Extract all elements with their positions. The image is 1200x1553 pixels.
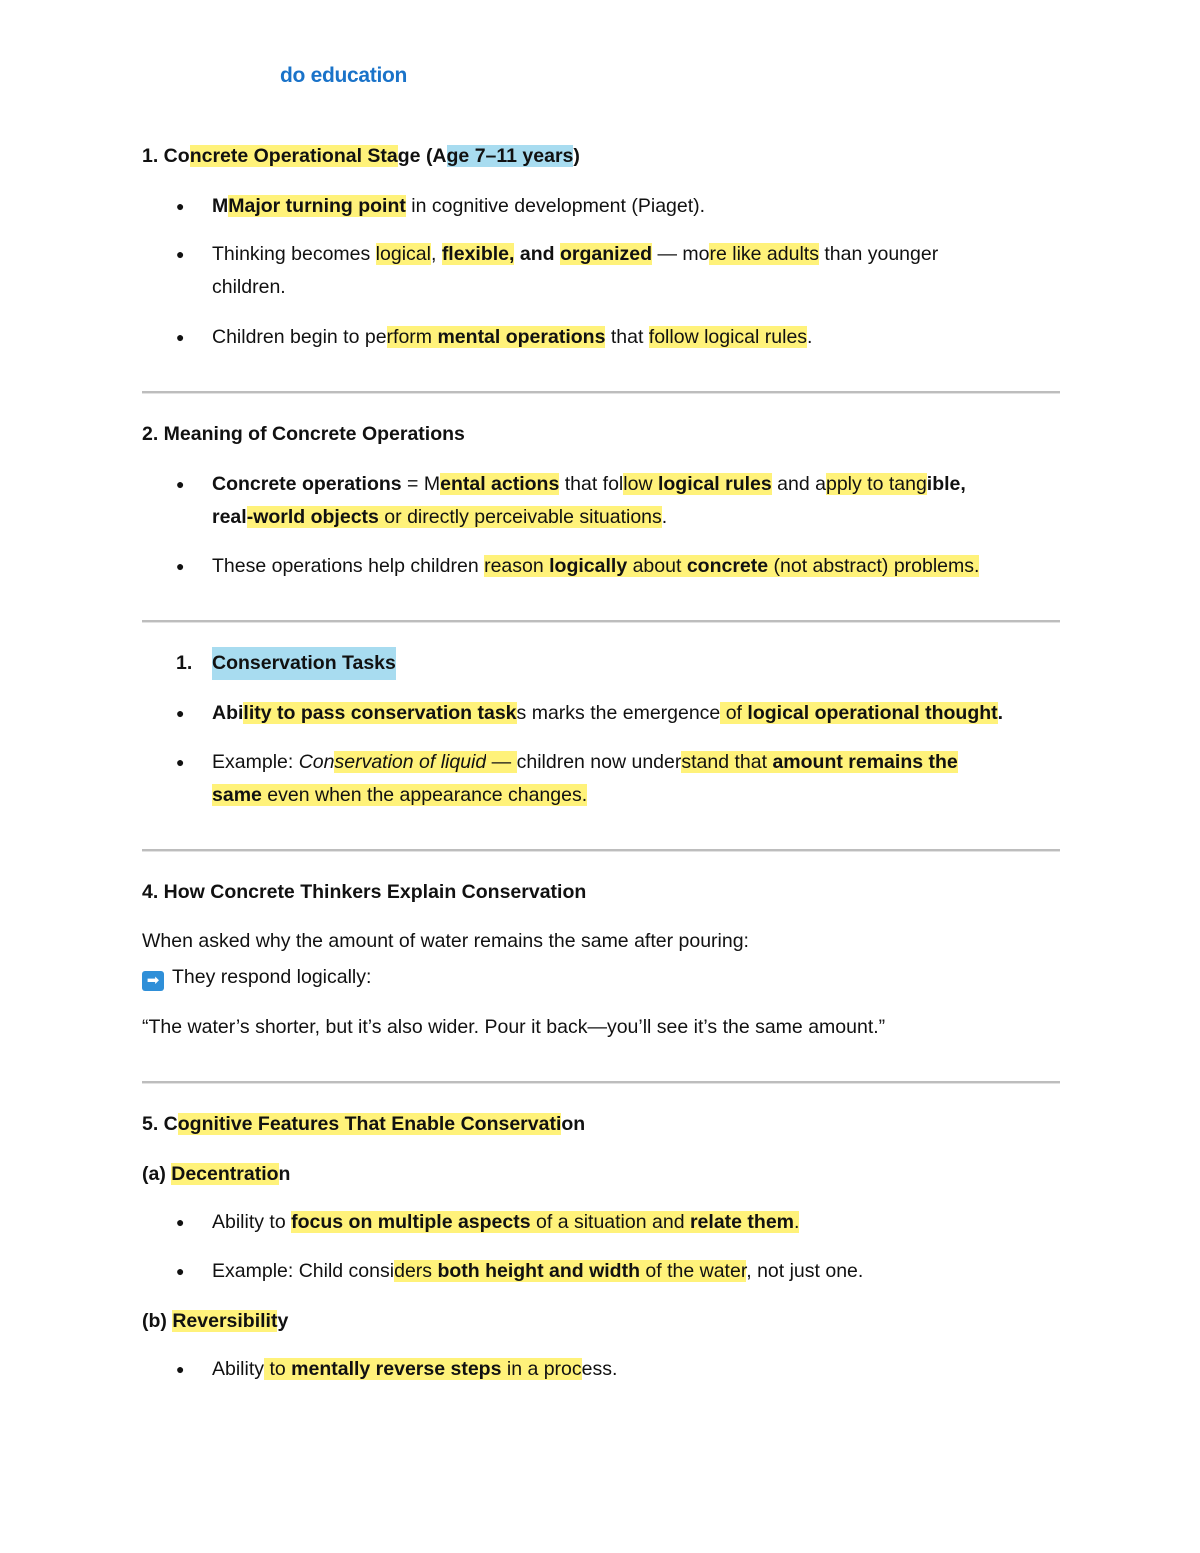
text-run: Example: <box>212 751 299 773</box>
highlight-run: servation of liquid <box>334 751 487 773</box>
text-run: These operations help children <box>212 555 485 577</box>
highlight-run: ental actions <box>440 473 560 495</box>
highlight-run: to <box>264 1358 292 1380</box>
highlight-run: about <box>627 555 687 577</box>
divider <box>142 849 1060 852</box>
text-run: and a <box>771 473 826 495</box>
highlight-run: . <box>794 1211 800 1233</box>
text-run: children. <box>212 276 286 298</box>
text-run: . <box>661 506 668 528</box>
text-run: (b) <box>142 1310 173 1332</box>
text-run: . <box>807 326 813 348</box>
text-run: children now under <box>516 751 682 773</box>
highlight-run: of a situation and <box>530 1211 690 1233</box>
highlight-run: focus on multiple aspects <box>291 1211 531 1233</box>
list-number: 1. <box>176 652 193 674</box>
bullet-icon: ● <box>176 558 185 574</box>
highlight-run: Reversibilit <box>172 1310 278 1332</box>
highlight-run: logically <box>549 555 628 577</box>
text-run: , not just one. <box>746 1260 864 1282</box>
text-run: ess. <box>581 1358 618 1380</box>
text-run: (a) <box>142 1163 172 1185</box>
highlight-run: logical operational thought <box>747 702 998 724</box>
highlight-run: in a proc <box>501 1358 582 1380</box>
text-run: ible, <box>926 473 966 495</box>
highlight-run: follow logical rules <box>648 326 808 348</box>
highlight-run: -world objects <box>246 506 379 528</box>
text-run: that fol <box>559 473 624 495</box>
text-run: that <box>605 326 649 348</box>
text-run: on <box>561 1113 586 1135</box>
bullet-icon: ● <box>176 1263 185 1279</box>
highlight-run: organized <box>559 243 653 265</box>
section-4-quote: “The water’s shorter, but it’s also wider. Pour it back—you’ll see it’s the same amount.” <box>142 1016 886 1038</box>
text-run: s marks the emergence <box>516 702 721 724</box>
text-run: They respond logically: <box>172 966 372 988</box>
highlight-run: same <box>212 784 262 806</box>
bullet-icon: ● <box>176 329 185 345</box>
arrow-right-icon: ➡ <box>142 971 164 991</box>
highlight-run: rform <box>386 326 438 348</box>
bullet-icon: ● <box>176 198 185 214</box>
highlight-run: (not abstract) problems. <box>768 555 980 577</box>
text-run: and <box>514 243 560 265</box>
highlight-run: of the water <box>640 1260 747 1282</box>
bullet-icon: ● <box>176 246 185 262</box>
text-run: real <box>212 506 247 528</box>
highlight-run: Major turning point <box>228 195 406 217</box>
highlight-run: ders <box>394 1260 438 1282</box>
divider <box>142 1081 1060 1084</box>
highlight-run: logical <box>375 243 431 265</box>
highlight-run: low <box>623 473 658 495</box>
text-run: . <box>997 702 1004 724</box>
text-run: Example: Child consi <box>212 1260 395 1282</box>
text-run: M <box>212 195 229 217</box>
section-2-heading: 2. Meaning of Concrete Operations <box>142 423 465 445</box>
highlight-run: mentally reverse steps <box>291 1358 502 1380</box>
highlight-run: logical rules <box>657 473 772 495</box>
highlight-run: re like adults <box>709 243 819 265</box>
bullet-icon: ● <box>176 1214 185 1230</box>
highlight-run: — <box>486 751 517 773</box>
text-run: in cognitive development (Piaget). <box>405 195 706 217</box>
section-5-heading <box>142 1108 1062 1141</box>
highlight-run: of <box>720 702 748 724</box>
highlight-run: concrete <box>686 555 769 577</box>
highlight-run: relate them <box>689 1211 795 1233</box>
text-run: Thinking becomes <box>212 243 376 265</box>
section-4-line-1: When asked why the amount of water remains the same after pouring: <box>142 930 749 952</box>
divider <box>142 391 1060 394</box>
heading-text: Conservation Tasks <box>212 647 396 680</box>
brand-logo: do education <box>280 64 408 87</box>
section-4-heading: 4. How Concrete Thinkers Explain Conservation <box>142 881 587 903</box>
highlight-run: ognitive Features That Enable Conservati <box>177 1113 562 1135</box>
text-run: Ability to <box>212 1211 292 1233</box>
bullet-icon: ● <box>176 1361 185 1377</box>
highlight-run: stand that <box>681 751 773 773</box>
bullet-icon: ● <box>176 705 185 721</box>
text-run: Concrete operations <box>212 473 402 495</box>
highlight-run: mental operations <box>437 326 606 348</box>
divider <box>142 620 1060 623</box>
highlight-run: flexible, <box>441 243 515 265</box>
highlight-run: even when the appearance changes. <box>261 784 588 806</box>
text-run: 5. C <box>142 1113 178 1135</box>
text-run: Ability <box>212 1358 265 1380</box>
text-run: Children begin to pe <box>212 326 387 348</box>
highlight-run: reason <box>484 555 550 577</box>
highlight-run: Decentratio <box>171 1163 279 1185</box>
subheading-reversibility <box>142 1305 1062 1338</box>
text-run: than younger <box>818 243 939 265</box>
highlight-run: pply to tang <box>825 473 927 495</box>
highlight-run: lity to pass conservation task <box>243 702 517 724</box>
bullet-icon: ● <box>176 754 185 770</box>
text-run: = M <box>401 473 441 495</box>
section-1-heading: 1. Concrete Operational Stage (Age 7–11 years) <box>142 145 580 167</box>
section-4-line-2 <box>142 961 1062 994</box>
text-run: — mo <box>652 243 710 265</box>
text-run: , <box>430 243 442 265</box>
text-run: Con <box>298 751 335 773</box>
highlight-run: or directly perceivable situations <box>378 506 662 528</box>
bullet-icon: ● <box>176 476 185 492</box>
text-run: y <box>277 1310 289 1332</box>
highlight-run: amount remains the <box>772 751 958 773</box>
highlight-run: both height and width <box>437 1260 640 1282</box>
text-run: n <box>278 1163 291 1185</box>
text-run: Abi <box>212 702 244 724</box>
subheading-decentration <box>142 1158 1062 1191</box>
